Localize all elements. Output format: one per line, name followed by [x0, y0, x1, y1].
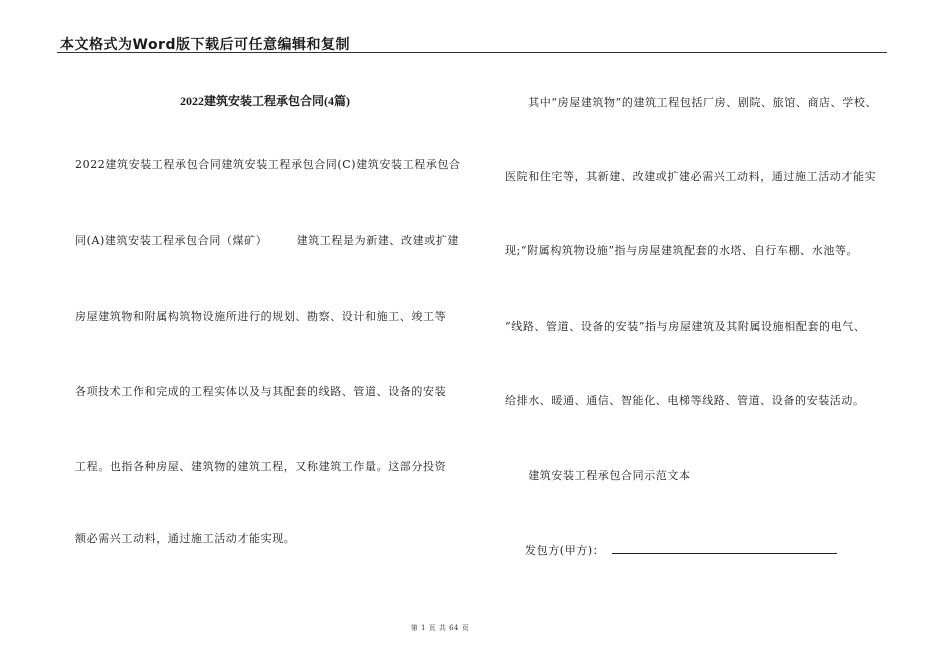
employer-signature-blank: [612, 543, 837, 554]
employer-label: 发包方(甲方)：: [525, 544, 605, 557]
body-line: 医院和住宅等，其新建、改建或扩建必需兴工动料，通过施工活动才能实: [505, 170, 877, 183]
body-line: 现;“附属构筑物设施”指与房屋建筑配套的水塔、自行车棚、水池等。: [505, 244, 859, 257]
body-line: 其中“房屋建筑物”的建筑工程包括厂房、剧院、旅馆、商店、学校、: [505, 96, 878, 109]
body-line: 额必需兴工动料，通过施工活动才能实现。: [75, 532, 296, 545]
body-line: 同(A)建筑安装工程承包合同（煤矿） 建筑工程是为新建、改建或扩建: [75, 234, 460, 247]
page-counter: 第 1 页 共 64 页: [410, 624, 470, 632]
body-line: 给排水、暖通、通信、智能化、电梯等线路、管道、设备的安装活动。: [505, 394, 865, 407]
employer-signature-row: [525, 542, 837, 558]
body-line: 各项技术工作和完成的工程实体以及与其配套的线路、管道、设备的安装: [75, 385, 447, 398]
body-line: “线路、管道、设备的安装”指与房屋建筑及其附属设施相配套的电气、: [505, 320, 866, 333]
document-banner: 本文格式为Word版下载后可任意编辑和复制: [60, 37, 350, 53]
body-line: 工程。也指各种房屋、建筑物的建筑工程，又称建筑工作量。这部分投资: [75, 460, 447, 473]
section-heading: 建筑安装工程承包合同示范文本: [505, 469, 691, 482]
body-line: 房屋建筑物和附属构筑物设施所进行的规划、勘察、设计和施工、竣工等: [75, 310, 447, 323]
body-line: 2022建筑安装工程承包合同建筑安装工程承包合同(C)建筑安装工程承包合: [75, 158, 461, 171]
document-title: 2022建筑安装工程承包合同(4篇): [180, 94, 350, 108]
banner-divider: [57, 52, 887, 53]
